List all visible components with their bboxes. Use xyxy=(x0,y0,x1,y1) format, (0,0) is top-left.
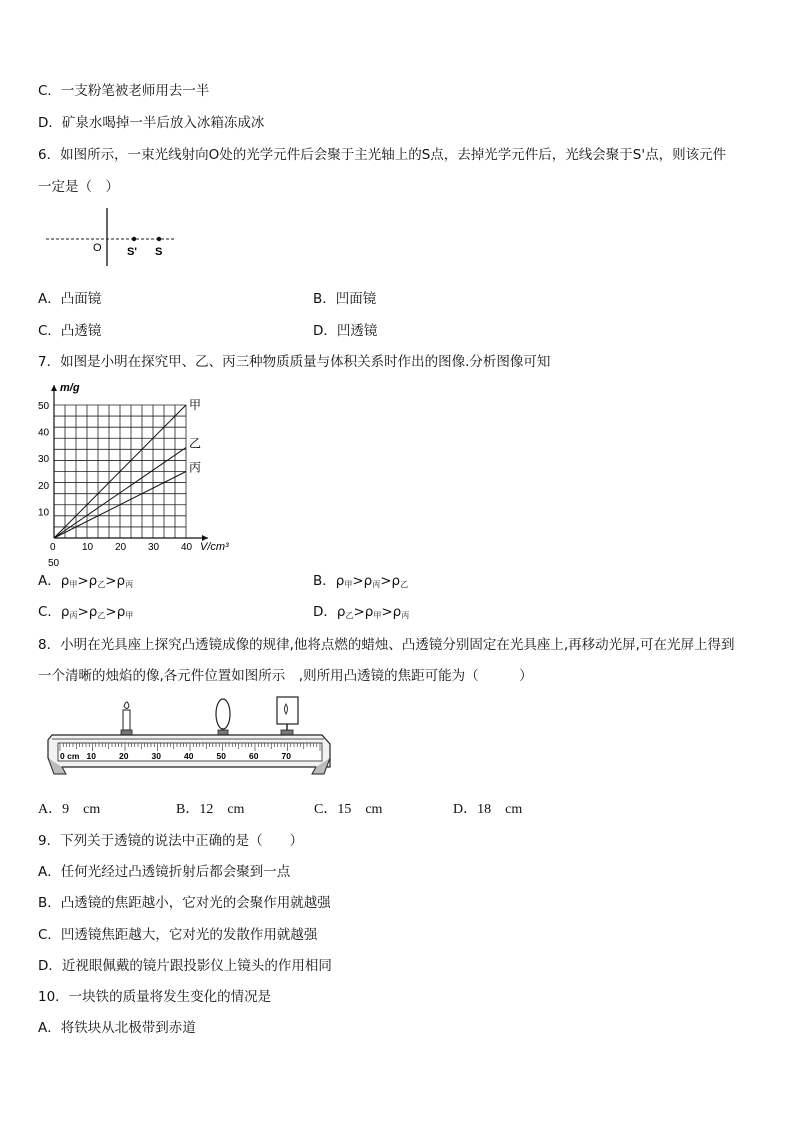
q7-c-sub1: 丙 xyxy=(69,611,78,620)
point-s-prime-label: S' xyxy=(127,246,137,258)
x-axis-label: V/cm³ xyxy=(200,541,229,553)
q7-mass-volume-chart xyxy=(30,375,230,570)
q6-option-c: C．凸透镜 xyxy=(38,323,102,339)
ruler-label: 10 xyxy=(86,751,96,761)
series-label-1: 甲 xyxy=(189,398,202,412)
point-o-label: O xyxy=(93,242,102,254)
y-tick-label: 50 xyxy=(38,401,50,412)
q7-b-mid1: >ρ xyxy=(352,573,373,589)
x-tick-label: 20 xyxy=(115,542,127,553)
point-s-label: S xyxy=(155,246,163,258)
q7-d-sub2: 甲 xyxy=(373,611,382,620)
q7-b-sub1: 甲 xyxy=(344,580,353,589)
x-tick-label: 30 xyxy=(148,542,160,553)
q9-option-d: D．近视眼佩戴的镜片跟投影仪上镜头的作用相同 xyxy=(38,958,332,974)
series-label-3: 丙 xyxy=(189,460,202,475)
q9-option-c: C．凹透镜焦距越大，它对光的发散作用就越强 xyxy=(38,927,318,943)
q7-a-sub2: 乙 xyxy=(97,580,106,589)
ruler-label: 30 xyxy=(151,751,161,761)
q7-a-mid2: >ρ xyxy=(105,573,126,589)
q5-option-d: D．矿泉水喝掉一半后放入冰箱冻成冰 xyxy=(38,115,265,131)
q5-option-c: C．一支粉笔被老师用去一半 xyxy=(38,83,210,99)
q10-stem: 10．一块铁的质量将发生变化的情况是 xyxy=(38,989,272,1005)
q7-c-sub3: 甲 xyxy=(125,611,134,620)
q6-option-d: D．凹透镜 xyxy=(313,323,378,339)
x-tick-label: 10 xyxy=(82,542,94,553)
q7-d-sub3: 丙 xyxy=(401,611,410,620)
q7-d-prefix: D．ρ xyxy=(313,604,346,620)
q7-c-mid1: >ρ xyxy=(77,604,98,620)
y-axis-arrow xyxy=(51,385,57,391)
q6-option-b: B．凹面镜 xyxy=(313,291,377,307)
q6-stem-line2: 一定是（ ） xyxy=(38,179,119,195)
y-tick-label: 30 xyxy=(38,454,50,466)
q7-d-mid1: >ρ xyxy=(353,604,374,620)
q7-c-sub2: 乙 xyxy=(97,611,106,620)
x-tick-label: 0 xyxy=(50,542,56,553)
q7-a-prefix: A．ρ xyxy=(38,573,70,589)
q8-optical-bench-figure xyxy=(40,692,340,792)
q8-stem-line2: 一个清晰的烛焰的像,各元件位置如图所示 ,则所用凸透镜的焦距可能为（ ） xyxy=(38,668,533,684)
q7-option-c xyxy=(38,603,133,625)
convex-lens xyxy=(216,699,230,735)
point-s-prime xyxy=(132,237,136,241)
y-tick-label: 20 xyxy=(38,480,50,492)
ruler-label: 50 xyxy=(216,751,226,761)
q9-stem: 9．下列关于透镜的说法中正确的是（ ） xyxy=(38,833,304,849)
ruler-label: 60 xyxy=(249,751,259,761)
q7-stem: 7．如图是小明在探究甲、乙、丙三种物质质量与体积关系时作出的图像.分析图像可知 xyxy=(38,354,551,370)
q9-option-a: A．任何光经过凸透镜折射后都会聚到一点 xyxy=(38,864,291,880)
light-screen xyxy=(277,697,298,735)
y-tick-label: 40 xyxy=(38,427,50,439)
q8-option-b: B．12 cm xyxy=(176,802,245,817)
q7-d-mid2: >ρ xyxy=(381,604,402,620)
q7-c-mid2: >ρ xyxy=(105,604,126,620)
q7-d-sub1: 乙 xyxy=(345,611,354,620)
q7-b-mid2: >ρ xyxy=(380,573,401,589)
ruler-label: 70 xyxy=(281,751,291,761)
q6-stem-line1: 6．如图所示，一束光线射向O处的光学元件后会聚于主光轴上的S点，去掉光学元件后，光线会聚于S'点，则该元件 xyxy=(38,147,727,163)
y-axis-label: m/g xyxy=(60,382,80,394)
q7-c-prefix: C．ρ xyxy=(38,604,70,620)
x-tick-label: 40 xyxy=(181,542,193,553)
q7-a-sub3: 丙 xyxy=(125,580,134,589)
q8-option-d: D．18 cm xyxy=(453,802,523,817)
ruler-label: 20 xyxy=(119,751,129,761)
ruler-label: 0 cm xyxy=(60,751,80,761)
series-label-2: 乙 xyxy=(189,436,202,451)
q7-option-d xyxy=(313,603,409,625)
q7-a-mid1: >ρ xyxy=(77,573,98,589)
q7-option-b xyxy=(313,572,408,594)
point-s xyxy=(157,237,161,241)
q6-option-a: A．凸面镜 xyxy=(38,291,102,307)
q6-figure xyxy=(38,206,188,266)
q8-option-c: C．15 cm xyxy=(314,802,383,817)
q9-option-b: B．凸透镜的焦距越小，它对光的会聚作用就越强 xyxy=(38,895,331,911)
y-tick-label: 10 xyxy=(38,507,50,519)
q8-stem-line1: 8．小明在光具座上探究凸透镜成像的规律,他将点燃的蜡烛、凸透镜分别固定在光具座上,再移动光屏,可在光屏上得到 xyxy=(38,637,735,653)
q7-b-sub3: 乙 xyxy=(400,580,409,589)
extra-label: 50 xyxy=(48,558,60,569)
q7-b-sub2: 丙 xyxy=(372,580,381,589)
q7-a-sub1: 甲 xyxy=(69,580,78,589)
candle xyxy=(121,702,132,735)
ruler-label: 40 xyxy=(184,751,194,761)
q7-b-prefix: B．ρ xyxy=(313,573,345,589)
q10-option-a: A．将铁块从北极带到赤道 xyxy=(38,1020,196,1036)
q8-option-a: A．9 cm xyxy=(38,802,101,817)
q7-option-a xyxy=(38,572,133,594)
